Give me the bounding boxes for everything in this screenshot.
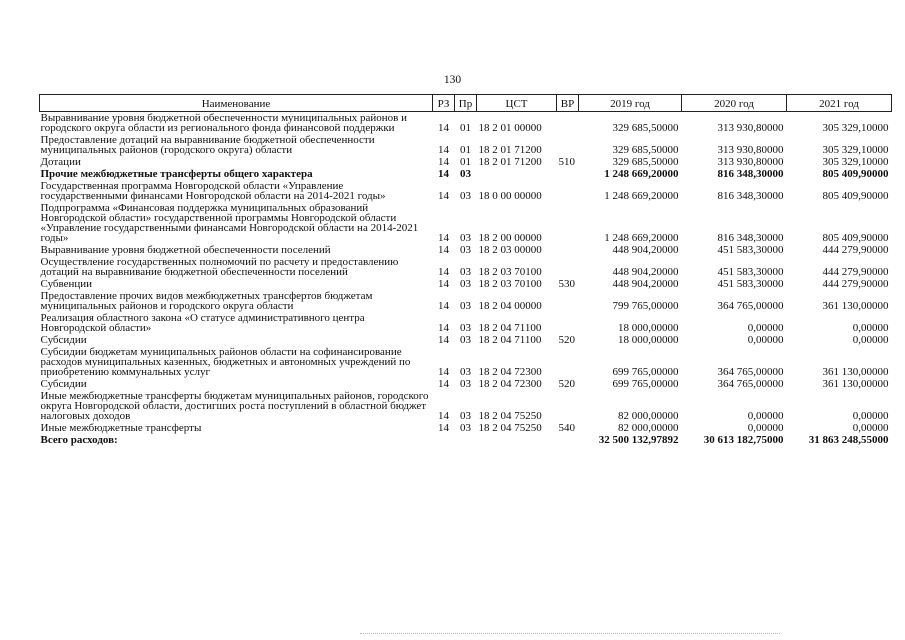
table-row <box>40 180 892 202</box>
cell-name: Осуществление государственных полномочий по расчету и предоставлению дотаций на выравнивание бюджетной обеспеченности поселений <box>40 256 399 278</box>
cell-2021: 805 409,90000 <box>822 168 889 180</box>
cell-2019: 329 685,50000 <box>612 122 679 134</box>
cell-cst: 18 2 03 00000 <box>478 244 542 256</box>
cell-vr: 520 <box>558 334 575 346</box>
cell-rz: 14 <box>438 190 449 202</box>
cell-cst: 18 2 04 71100 <box>478 322 542 334</box>
cell-name: Государственная программа Новгородской области «Управление государственными финансами Новгородской области на 2014-2021 годы» <box>40 180 386 202</box>
cell-cst: 18 2 04 72300 <box>478 378 542 390</box>
cell-2020: 364 765,00000 <box>717 366 784 378</box>
cell-2021: 305 329,10000 <box>822 144 889 156</box>
cell-pr: 03 <box>460 322 471 334</box>
cell-vr <box>557 434 579 446</box>
cell-2021: 305 329,10000 <box>822 122 889 134</box>
cell-2020: 0,00000 <box>747 322 784 334</box>
cell-2019: 329 685,50000 <box>612 144 679 156</box>
cell-name: Субсидии бюджетам муниципальных районов области на софинансирование расходов муниципальных казенных, бюджетных и автономных учреждений по приобретению коммунальных услуг <box>40 346 411 378</box>
cell-rz: 14 <box>438 244 449 256</box>
cell-2019: 448 904,20000 <box>612 266 679 278</box>
scan-artifact-line <box>360 633 780 635</box>
cell-cst: 18 2 01 00000 <box>478 122 542 134</box>
cell-2021: 444 279,90000 <box>822 244 889 256</box>
cell-rz: 14 <box>438 378 449 390</box>
cell-rz: 14 <box>438 156 449 168</box>
cell-2021: 444 279,90000 <box>822 278 889 290</box>
cell-pr: 03 <box>460 366 471 378</box>
cell-vr <box>557 134 579 156</box>
cell-2019: 699 765,00000 <box>612 366 679 378</box>
cell-vr <box>557 390 579 422</box>
cell-2020: 313 930,80000 <box>717 144 784 156</box>
cell-2020: 0,00000 <box>747 422 784 434</box>
cell-2019: 82 000,00000 <box>618 410 679 422</box>
cell-2019: 18 000,00000 <box>618 322 679 334</box>
cell-2021: 0,00000 <box>852 334 889 346</box>
cell-2019: 32 500 132,97892 <box>598 434 679 446</box>
cell-name: Всего расходов: <box>40 434 118 446</box>
cell-rz: 14 <box>438 144 449 156</box>
budget-table <box>39 94 892 446</box>
header-pr: Пр <box>455 95 477 112</box>
cell-2019: 1 248 669,20000 <box>604 232 679 244</box>
cell-name: Субсидии <box>40 334 87 346</box>
cell-pr: 03 <box>460 278 471 290</box>
cell-2019: 329 685,50000 <box>612 156 679 168</box>
cell-cst: 18 2 04 75250 <box>478 422 542 434</box>
cell-cst: 18 2 03 70100 <box>478 278 542 290</box>
header-2019: 2019 год <box>579 95 682 112</box>
cell-2020: 30 613 182,75000 <box>703 434 784 446</box>
cell-rz: 14 <box>438 278 449 290</box>
cell-vr <box>557 202 579 244</box>
cell-2020: 451 583,30000 <box>717 266 784 278</box>
cell-vr: 510 <box>558 156 575 168</box>
cell-name: Субвенции <box>40 278 93 290</box>
table-row <box>40 312 892 334</box>
cell-rz: 14 <box>438 122 449 134</box>
cell-name: Иные межбюджетные трансферты бюджетам муниципальных районов, городского округа Новгородской области, достигших роста поступлений в областной бюджет налоговых доходов <box>40 390 429 422</box>
cell-cst: 18 0 00 00000 <box>478 190 542 202</box>
cell-rz: 14 <box>438 168 449 180</box>
cell-vr <box>557 346 579 378</box>
cell-rz: 14 <box>438 322 449 334</box>
cell-vr <box>557 244 579 256</box>
cell-2019: 82 000,00000 <box>618 422 679 434</box>
cell-cst: 18 2 00 00000 <box>478 232 542 244</box>
cell-pr: 03 <box>460 410 471 422</box>
table-row <box>40 202 892 244</box>
cell-2021: 31 863 248,55000 <box>808 434 889 446</box>
cell-pr: 03 <box>460 190 471 202</box>
page-number: 130 <box>443 74 462 86</box>
cell-cst: 18 2 03 70100 <box>478 266 542 278</box>
cell-2019: 699 765,00000 <box>612 378 679 390</box>
cell-2021: 444 279,90000 <box>822 266 889 278</box>
cell-name: Предоставление прочих видов межбюджетных трансфертов бюджетам муниципальных районов и городского округа области <box>40 290 373 312</box>
cell-2020: 313 930,80000 <box>717 156 784 168</box>
cell-name: Подпрограмма «Финансовая поддержка муниципальных образований Новгородской области» государственной программы Новгородской области «Управление государственными финансами Новгородской области на 2014-2021 годы» <box>40 202 419 244</box>
cell-vr <box>557 290 579 312</box>
cell-cst <box>477 168 557 180</box>
cell-2020: 451 583,30000 <box>717 244 784 256</box>
cell-name: Иные межбюджетные трансферты <box>40 422 202 434</box>
table-row <box>40 378 892 390</box>
cell-vr <box>557 112 579 135</box>
cell-vr <box>557 312 579 334</box>
header-2020: 2020 год <box>682 95 787 112</box>
cell-vr <box>557 168 579 180</box>
cell-cst: 18 2 01 71200 <box>478 144 542 156</box>
table-row <box>40 256 892 278</box>
cell-pr: 01 <box>460 144 471 156</box>
table-row <box>40 112 892 135</box>
cell-2020: 816 348,30000 <box>717 168 784 180</box>
cell-2021: 0,00000 <box>852 422 889 434</box>
cell-2021: 361 130,00000 <box>822 300 889 312</box>
cell-2019: 799 765,00000 <box>612 300 679 312</box>
cell-rz: 14 <box>438 232 449 244</box>
cell-2019: 1 248 669,20000 <box>604 190 679 202</box>
table-row <box>40 290 892 312</box>
header-name: Наименование <box>40 95 433 112</box>
cell-rz <box>433 434 455 446</box>
table-row <box>40 134 892 156</box>
cell-2020: 364 765,00000 <box>717 378 784 390</box>
table-row <box>40 422 892 434</box>
cell-pr: 03 <box>460 378 471 390</box>
cell-2021: 805 409,90000 <box>822 190 889 202</box>
cell-pr: 03 <box>460 168 471 180</box>
table-row <box>40 434 892 446</box>
cell-2020: 0,00000 <box>747 410 784 422</box>
cell-pr: 03 <box>460 244 471 256</box>
cell-2021: 0,00000 <box>852 410 889 422</box>
cell-cst: 18 2 04 75250 <box>478 410 542 422</box>
header-vr: ВР <box>557 95 579 112</box>
cell-name: Реализация областного закона «О статусе административного центра Новгородской области» <box>40 312 365 334</box>
cell-2020: 816 348,30000 <box>717 232 784 244</box>
table-body <box>40 112 892 447</box>
table-row <box>40 346 892 378</box>
cell-rz: 14 <box>438 410 449 422</box>
cell-name: Выравнивание уровня бюджетной обеспеченности поселений <box>40 244 331 256</box>
cell-pr: 03 <box>460 422 471 434</box>
cell-pr: 03 <box>460 300 471 312</box>
cell-2021: 361 130,00000 <box>822 378 889 390</box>
header-rz: РЗ <box>433 95 455 112</box>
cell-pr: 01 <box>460 122 471 134</box>
cell-cst: 18 2 04 00000 <box>478 300 542 312</box>
cell-name: Субсидии <box>40 378 87 390</box>
cell-rz: 14 <box>438 366 449 378</box>
cell-2020: 0,00000 <box>747 334 784 346</box>
cell-name: Прочие межбюджетные трансферты общего характера <box>40 168 313 180</box>
cell-2019: 448 904,20000 <box>612 278 679 290</box>
cell-rz: 14 <box>438 300 449 312</box>
cell-vr: 520 <box>558 378 575 390</box>
header-cst: ЦСТ <box>477 95 557 112</box>
cell-2019: 18 000,00000 <box>618 334 679 346</box>
cell-cst: 18 2 04 72300 <box>478 366 542 378</box>
cell-pr <box>455 434 477 446</box>
table-row <box>40 278 892 290</box>
cell-vr: 530 <box>558 278 575 290</box>
cell-rz: 14 <box>438 422 449 434</box>
cell-2021: 361 130,00000 <box>822 366 889 378</box>
cell-2021: 805 409,90000 <box>822 232 889 244</box>
cell-2020: 364 765,00000 <box>717 300 784 312</box>
cell-2019: 448 904,20000 <box>612 244 679 256</box>
cell-cst: 18 2 04 71100 <box>478 334 542 346</box>
cell-pr: 03 <box>460 266 471 278</box>
cell-pr: 01 <box>460 156 471 168</box>
cell-name: Выравнивание уровня бюджетной обеспеченности муниципальных районов и городского округа области из регионального фонда финансовой поддержки <box>40 112 407 134</box>
cell-pr: 03 <box>460 334 471 346</box>
cell-rz: 14 <box>438 334 449 346</box>
table-row <box>40 334 892 346</box>
cell-name: Предоставление дотаций на выравнивание бюджетной обеспеченности муниципальных районов (городского округа) области <box>40 134 375 156</box>
cell-rz: 14 <box>438 266 449 278</box>
cell-2020: 816 348,30000 <box>717 190 784 202</box>
cell-2020: 451 583,30000 <box>717 278 784 290</box>
table-row <box>40 244 892 256</box>
cell-cst: 18 2 01 71200 <box>478 156 542 168</box>
header-2021: 2021 год <box>787 95 892 112</box>
cell-vr <box>557 180 579 202</box>
table-row <box>40 156 892 168</box>
cell-vr: 540 <box>558 422 575 434</box>
cell-pr: 03 <box>460 232 471 244</box>
cell-2021: 0,00000 <box>852 322 889 334</box>
cell-vr <box>557 256 579 278</box>
table-row <box>40 168 892 180</box>
cell-name: Дотации <box>40 156 81 168</box>
cell-2020: 313 930,80000 <box>717 122 784 134</box>
cell-2021: 305 329,10000 <box>822 156 889 168</box>
cell-2019: 1 248 669,20000 <box>604 168 679 180</box>
cell-cst <box>477 434 557 446</box>
table-row <box>40 390 892 422</box>
table-header-row <box>40 95 892 112</box>
